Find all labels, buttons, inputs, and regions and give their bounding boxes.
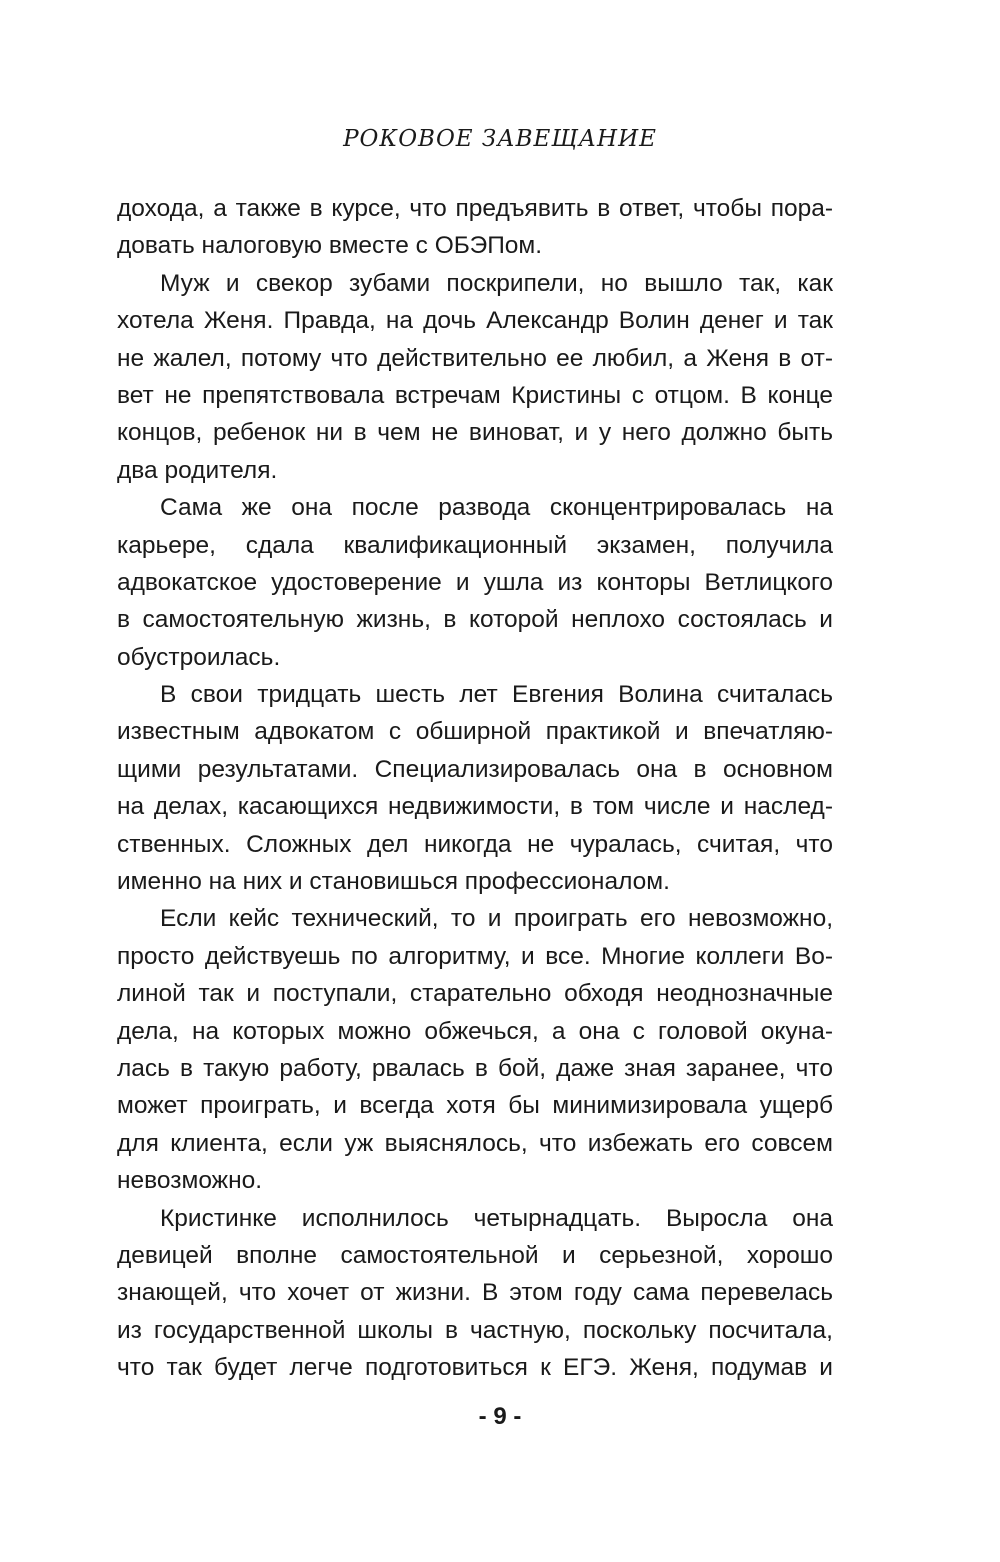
text-line: просто действуешь по алгоритму, и все. Многие коллеги Во-: [117, 942, 833, 970]
text-line: на делах, касающихся недвижимости, в том числе и наслед-: [117, 793, 833, 821]
text-line: знающей, что хочет от жизни. В этом году сама перевелась: [117, 1279, 833, 1307]
paragraph: [117, 1200, 833, 1387]
text-line: невозможно.: [117, 1167, 263, 1195]
text-line: Если кейс технический, то и проиграть его невозможно,: [160, 905, 833, 933]
paragraph: [117, 900, 833, 1199]
text-line: В свои тридцать шесть лет Евгения Волина считалась: [160, 681, 833, 709]
page-number: - 9 -: [478, 1403, 522, 1430]
text-line: дела, на которых можно обжечься, а она с головой окуна-: [117, 1017, 833, 1045]
text-line: щими результатами. Специализировалась она в основном: [117, 755, 833, 783]
body-text: [117, 190, 833, 1387]
paragraph: [117, 489, 833, 676]
text-line: дохода, а также в курсе, что предъявить в ответ, чтобы пора-: [117, 195, 833, 222]
text-line: линой так и поступали, старательно обходя неоднозначные: [117, 980, 833, 1008]
paragraph: [117, 265, 833, 489]
text-line: ственных. Сложных дел никогда не чуралась, считая, что: [117, 830, 833, 858]
text-line: вет не препятствовала встречам Кристины с отцом. В конце: [117, 381, 833, 409]
text-line: Кристинке исполнилось четырнадцать. Выросла она: [160, 1204, 833, 1232]
text-line: может проиграть, и всегда хотя бы минимизировала ущерб: [117, 1092, 833, 1120]
text-line: адвокатское удостоверение и ушла из конторы Ветлицкого: [117, 568, 833, 596]
text-line: в самостоятельную жизнь, в которой неплохо состоялась и: [117, 606, 833, 634]
paragraph: [117, 190, 833, 265]
running-title: РОКОВОЕ ЗАВЕЩАНИЕ: [343, 126, 657, 152]
text-line: из государственной школы в частную, поскольку посчитала,: [117, 1316, 833, 1344]
text-line: не жалел, потому что действительно ее любил, а Женя в от-: [117, 344, 833, 372]
text-line: концов, ребенок ни в чем не виноват, и у него должно быть: [117, 419, 833, 447]
text-line: хотела Женя. Правда, на дочь Александр Волин денег и так: [117, 307, 833, 335]
text-line: обустроилась.: [117, 643, 281, 671]
text-line: два родителя.: [117, 456, 278, 484]
text-line: что так будет легче подготовиться к ЕГЭ. Женя, подумав и: [117, 1354, 833, 1382]
text-line: Сама же она после развода сконцентрировалась на: [160, 494, 833, 522]
text-line: девицей вполне самостоятельной и серьезной, хорошо: [117, 1241, 833, 1269]
text-line: Муж и свекор зубами поскрипели, но вышло так, как: [160, 269, 833, 297]
text-line: лась в такую работу, рвалась в бой, даже зная заранее, что: [117, 1054, 833, 1082]
text-line: карьере, сдала квалификационный экзамен, получила: [117, 531, 833, 559]
text-line: именно на них и становишься профессионалом.: [117, 868, 670, 896]
text-line: довать налоговую вместе с ОБЭПом.: [117, 232, 543, 260]
text-line: известным адвокатом с обширной практикой и впечатляю-: [117, 718, 833, 746]
text-line: для клиента, если уж выяснялось, что избежать его совсем: [117, 1129, 833, 1157]
paragraph: [117, 676, 833, 900]
